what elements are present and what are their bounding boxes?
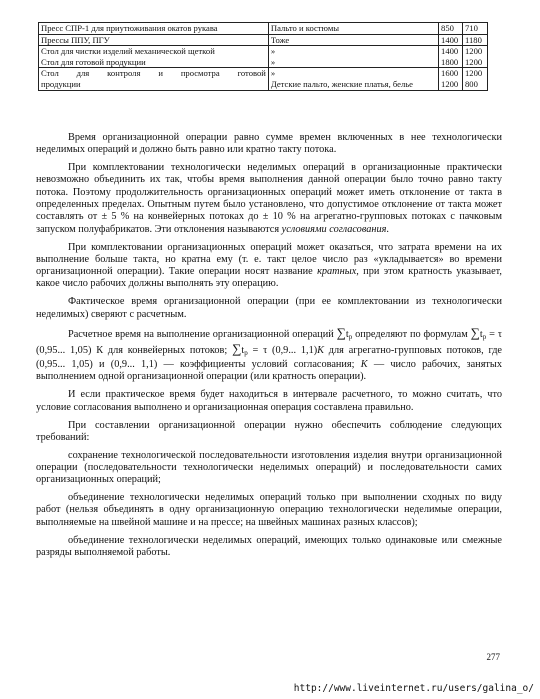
table-cell (439, 46, 463, 68)
formula-text: = τ (0,95... 1,05) (36, 328, 502, 356)
sigma-symbol: ∑ (232, 340, 242, 356)
sigma-symbol: ∑ (336, 324, 346, 340)
paragraph: объединение технологически неделимых операций только при выполнении сходных по виду работ (нельзя объединять в одну организационную операцию технологически неделимые операции, выполняемые на швейной машине и на прессе; на швейных машинах разных классов); (36, 492, 502, 528)
table-row (39, 34, 488, 46)
text-run: , при этом кратность указывает, какое число рабочих должны выполнять эту операцию. (36, 266, 502, 290)
formula-subscript: р (482, 332, 487, 341)
paragraph (36, 162, 502, 236)
formula-var: t (479, 328, 483, 340)
table-cell: 1180 (463, 34, 488, 46)
cell-line: » (270, 68, 276, 79)
paragraph: И если практическое время будет находиться в интервале расчетного, то можно считать, что условие согласования выполнено и организационная операция составлена правильно. (36, 389, 502, 413)
source-url-watermark: http://www.liveinternet.ru/users/galina_o/ (293, 683, 534, 694)
cell-line: » (270, 56, 276, 67)
cell-line: 1200 (465, 68, 483, 79)
formula-sum (336, 324, 353, 341)
table-cell: 710 (463, 23, 488, 35)
table-cell (439, 68, 463, 90)
paragraph (36, 324, 503, 384)
paragraph: При составлении организационной операции нужно обеспечить соблюдение следующих требований: (36, 419, 502, 443)
cell-line: 800 (465, 78, 478, 89)
cell-line: 1200 (465, 56, 483, 67)
table-cell (39, 46, 269, 68)
italic-term: К (360, 359, 368, 371)
table-row (39, 46, 488, 68)
text-run: — число рабочих, занятых выполнением одной организационной операции (или кратность операции). (36, 359, 502, 383)
formula-subscript: р (244, 348, 248, 357)
table-cell: Пресс СПР-1 для приутюживания окатов рукава (39, 23, 269, 35)
paragraph (36, 242, 502, 291)
formula-var: t (241, 344, 245, 356)
text-run: Расчетное время на выполнение организационной операций (68, 328, 334, 340)
table-row (39, 68, 488, 90)
text-run: определяют по формулам (355, 328, 468, 340)
formula-subscript: р (348, 332, 353, 341)
table-cell (39, 68, 269, 90)
page-number: 277 (486, 652, 500, 662)
table-cell: Пальто и костюмы (268, 23, 438, 35)
table-row (39, 23, 488, 35)
table-cell: Тоже (268, 34, 438, 46)
paragraph: объединение технологически неделимых операций, имеющих только одинаковые или смежные разряды выполняемой работы. (36, 534, 502, 558)
cell-line: 1600 (441, 68, 459, 79)
formula-2 (232, 340, 324, 357)
text-run: При комплектовании технологически неделимых операций в организационные практически невозможно объединить их так, чтобы время выполнения данной операции было точно равно такту потока. Поэтому продолжительность организационных операций может иметь отклонение от такта в определенных пределах. Опытным путем было установлено, что допустимое отклонение от такта может составлять от ± 5 % на конвейерных потоках до ± 10 % на агрегатно-групповых потоках с пачковым запуском полуфабрикатов. Эти отклонения называются (36, 162, 502, 235)
formula-text: = τ (0,9... 1,1) (252, 344, 318, 356)
cell-line: » (270, 46, 276, 57)
cell-line: 1200 (465, 46, 483, 57)
cell-line: 1800 (441, 56, 459, 67)
italic-term: кратных (317, 266, 357, 278)
body-text (36, 132, 502, 565)
table-cell: 850 (439, 23, 463, 35)
table-cell (463, 68, 488, 90)
cell-line: Стол для чистки изделий механической щеткой (41, 46, 215, 57)
cell-line: Стол для готовой продукции (41, 56, 146, 67)
text-run: . (386, 223, 389, 235)
equipment-table (38, 22, 488, 91)
formula-var: t (345, 328, 349, 340)
cell-line: Стол для контроля и просмотра готовой (41, 68, 266, 79)
text-run: К для конвейерных потоков; (96, 344, 228, 356)
text-run: для агрегатно-групповых потоков, где (0,95... 1,05) и (0,9... 1,1) — коэффициенты условий согласования; (36, 344, 503, 371)
table-cell (268, 68, 438, 90)
table-cell (463, 46, 488, 68)
paragraph: Фактическое время организационной операции (при ее комплектовании из технологически неделимых) сверяют с расчетным. (36, 296, 502, 320)
formula-k: К (317, 344, 324, 356)
sigma-symbol: ∑ (470, 324, 480, 340)
table-cell: Прессы ППУ, ПГУ (39, 34, 269, 46)
paragraph: сохранение технологической последовательности изготовления изделия внутри организационной операции (последовательности технологически неделимых операций) и последовательности самих организационных операций; (36, 449, 502, 486)
cell-line: 1400 (441, 46, 459, 57)
table-cell: 1400 (439, 34, 463, 46)
paragraph: Время организационной операции равно сумме времен включенных в нее технологически неделимых операций и должно быть равно или кратно такту потока. (36, 132, 502, 156)
cell-line: продукции (41, 78, 81, 89)
italic-term: условиями согласования (281, 223, 387, 235)
table-cell (268, 46, 438, 68)
text-run: При комплектовании организационных операций может оказаться, что затрата времени на их выполнение больше такта, но кратна ему (т. е. такт целое число раз «укладывается» во времени организационной операции). Такие операции носят название (36, 241, 502, 278)
cell-line: 1200 (441, 78, 459, 89)
cell-line: Детские пальто, женские платья, белье (270, 78, 413, 89)
